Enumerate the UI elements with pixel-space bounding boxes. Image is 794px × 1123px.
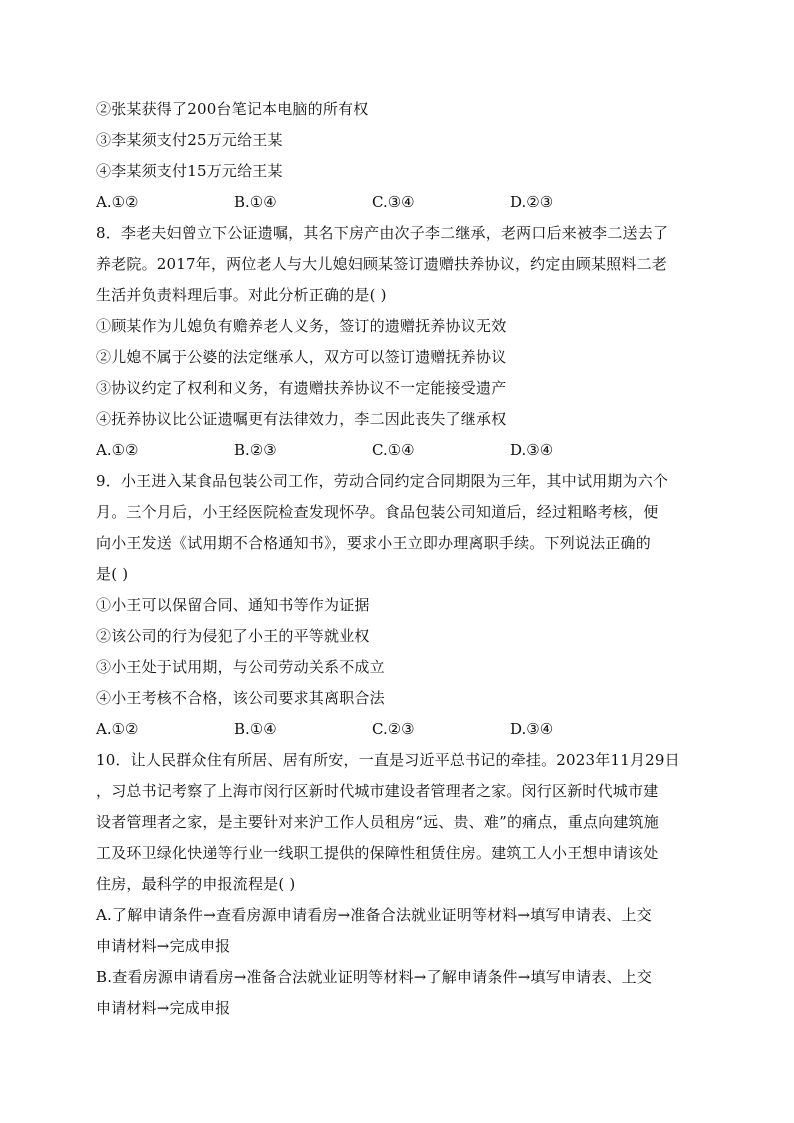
q10-option-a-line: 申请材料→完成申报: [96, 937, 231, 955]
q9-option-b: B.①④: [234, 720, 277, 738]
q8-option-b: B.②③: [234, 441, 277, 459]
q8-item-1: ①顾某作为儿媳负有赡养老人义务，签订的遗赠抚养协议无效: [96, 317, 507, 335]
q8-item-3: ③协议约定了权利和义务，有遗赠扶养协议不一定能接受遗产: [96, 379, 507, 397]
q10-stem-line: ，习总书记考察了上海市闵行区新时代城市建设者管理者之家。闵行区新时代城市建: [96, 782, 659, 800]
q10-stem-line: 住房，最科学的申报流程是( ): [96, 875, 296, 893]
q8-stem-line: 8．李老夫妇曾立下公证遗嘱，其名下房产由次子李二继承，老两口后来被李二送去了: [96, 224, 669, 242]
exam-page: [96, 94, 700, 1024]
q10-stem-line: 设者管理者之家，是主要针对来沪工作人员租房“远、贵、难”的痛点，重点向建筑施: [96, 813, 659, 831]
q9-item-4: ④小王考核不合格，该公司要求其离职合法: [96, 689, 385, 707]
q9-option-a: A.①②: [96, 720, 139, 738]
q8-stem-line: 养老院。2017年，两位老人与大儿媳妇顾某签订遗赠扶养协议，约定由顾某照料二老: [96, 255, 667, 273]
q8-option-a: A.①②: [96, 441, 139, 459]
q7-option-b: B.①④: [234, 193, 277, 211]
q8-stem-line: 生活并负责料理后事。对此分析正确的是( ): [96, 286, 387, 304]
question-7-tail: [96, 94, 700, 218]
q9-options: [96, 714, 700, 745]
q10-option-a-line: A.了解申请条件→查看房源申请看房→准备合法就业证明等材料→填写申请表、上交: [96, 906, 652, 924]
q9-item-2: ②该公司的行为侵犯了小王的平等就业权: [96, 627, 370, 645]
q9-item-1: ①小王可以保留合同、通知书等作为证据: [96, 596, 370, 614]
q7-item-2: ②张某获得了200台笔记本电脑的所有权: [96, 100, 369, 118]
q10-stem-line: 10．让人民群众住有所居、居有所安，一直是习近平总书记的牵挂。2023年11月29日: [96, 751, 680, 769]
q9-stem-line: 月。三个月后，小王经医院检查发现怀孕。食品包装公司知道后，经过粗略考核，便: [96, 503, 659, 521]
q7-item-3: ③李某须支付25万元给王某: [96, 131, 283, 149]
q8-options: [96, 435, 700, 466]
q10-option-b-line: B.查看房源申请看房→准备合法就业证明等材料→了解申请条件→填写申请表、上交: [96, 968, 653, 986]
q7-option-d: D.②③: [510, 193, 554, 211]
q7-option-a: A.①②: [96, 193, 139, 211]
question-10: [96, 745, 700, 1024]
q9-stem-line: 向小王发送《试用期不合格通知书》，要求小王立即办理离职手续。下列说法正确的: [96, 534, 651, 552]
q10-option-b-line: 申请材料→完成申报: [96, 999, 231, 1017]
q9-option-d: D.③④: [510, 720, 554, 738]
q7-option-c: C.③④: [372, 193, 415, 211]
q9-stem-line: 9．小王进入某食品包装公司工作，劳动合同约定合同期限为三年，其中试用期为六个: [96, 472, 669, 490]
q9-item-3: ③小王处于试用期，与公司劳动关系不成立: [96, 658, 385, 676]
q8-option-d: D.③④: [510, 441, 554, 459]
question-8: [96, 218, 700, 466]
question-9: [96, 466, 700, 745]
q8-option-c: C.①④: [372, 441, 415, 459]
q7-options: [96, 187, 700, 218]
q7-item-4: ④李某须支付15万元给王某: [96, 162, 283, 180]
q9-stem-line: 是( ): [96, 565, 129, 583]
q10-stem-line: 工及环卫绿化快递等行业一线职工提供的保障性租赁住房。建筑工人小王想申请该处: [96, 844, 659, 862]
q9-option-c: C.②③: [372, 720, 415, 738]
q8-item-2: ②儿媳不属于公婆的法定继承人，双方可以签订遗赠抚养协议: [96, 348, 507, 366]
q8-item-4: ④抚养协议比公证遗嘱更有法律效力，李二因此丧失了继承权: [96, 410, 507, 428]
